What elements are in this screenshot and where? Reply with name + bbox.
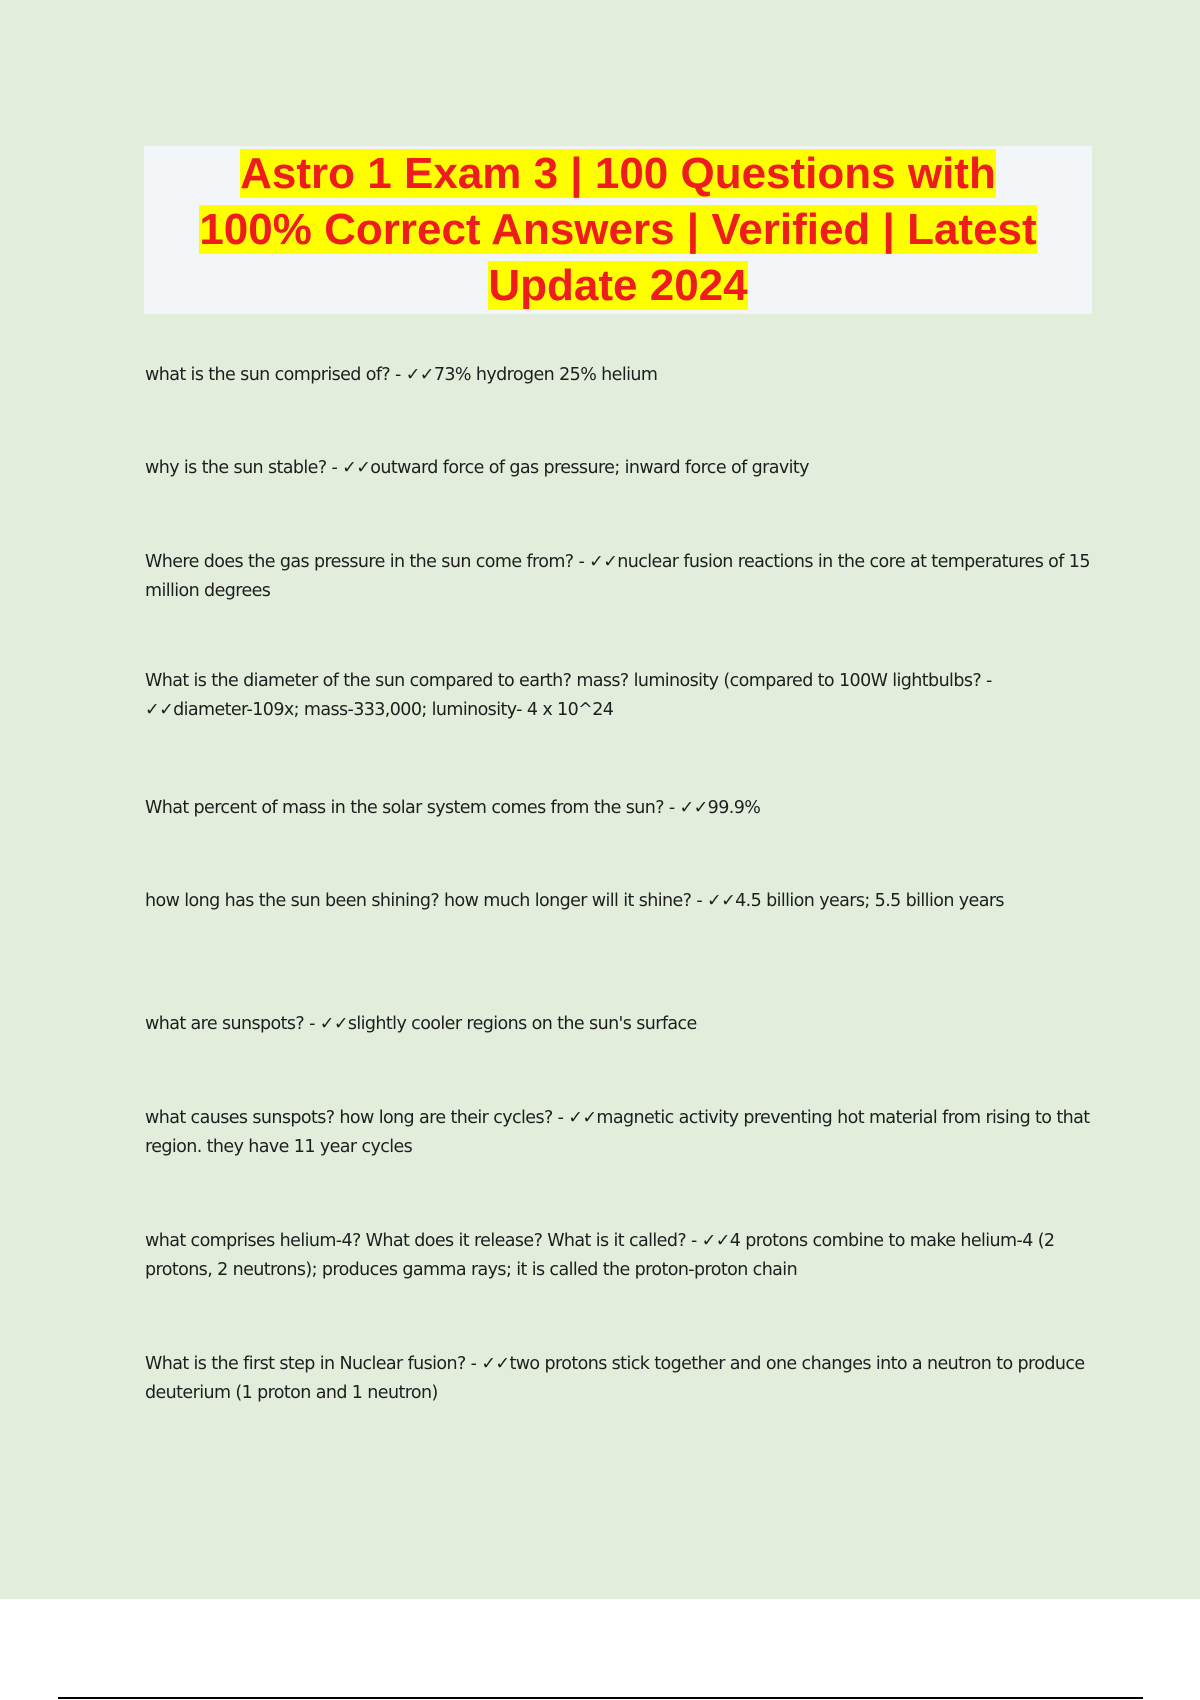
qa-item-nuclear-fusion-first-step: What is the first step in Nuclear fusion? - ✓✓two protons stick together and one changes into a neutron to produce deuterium (1 proton and 1 neutron): [145, 1354, 1085, 1403]
title-line-1: [144, 146, 1092, 202]
qa-item-sun-diameter-mass-luminosity: What is the diameter of the sun compared to earth? mass? luminosity (compared to 100W lightbulbs? - ✓✓diameter-109x; mass-333,000; luminosity- 4 x 10^24: [145, 671, 992, 720]
qa-item-sunspots: what are sunspots? - ✓✓slightly cooler regions on the sun's surface: [145, 1014, 697, 1034]
footer-divider: [58, 1697, 1143, 1699]
title-line-2-text: 100% Correct Answers | Verified | Latest: [199, 205, 1037, 254]
qa-item-solar-system-mass: What percent of mass in the solar system comes from the sun? - ✓✓99.9%: [145, 798, 761, 818]
title-line-3-text: Update 2024: [488, 261, 748, 310]
title-line-2: [144, 202, 1092, 258]
qa-item-sun-stability: why is the sun stable? - ✓✓outward force of gas pressure; inward force of gravity: [145, 458, 809, 478]
title-line-1-text: Astro 1 Exam 3 | 100 Questions with: [240, 149, 996, 198]
qa-item-gas-pressure-source: Where does the gas pressure in the sun come from? - ✓✓nuclear fusion reactions in the core at temperatures of 15 million degrees: [145, 552, 1090, 601]
title-line-3: [144, 258, 1092, 314]
qa-item-helium-4: what comprises helium-4? What does it release? What is it called? - ✓✓4 protons combine to make helium-4 (2 protons, 2 neutrons); produces gamma rays; it is called the proton-proton chain: [145, 1231, 1055, 1280]
qa-item-sun-composition: what is the sun comprised of? - ✓✓73% hydrogen 25% helium: [145, 365, 658, 385]
qa-item-sunspot-cause: what causes sunspots? how long are their cycles? - ✓✓magnetic activity preventing hot material from rising to that region. they have 11 year cycles: [145, 1108, 1090, 1157]
qa-item-sun-lifetime: how long has the sun been shining? how much longer will it shine? - ✓✓4.5 billion years; 5.5 billion years: [145, 891, 1004, 911]
document-title: [144, 146, 1092, 314]
